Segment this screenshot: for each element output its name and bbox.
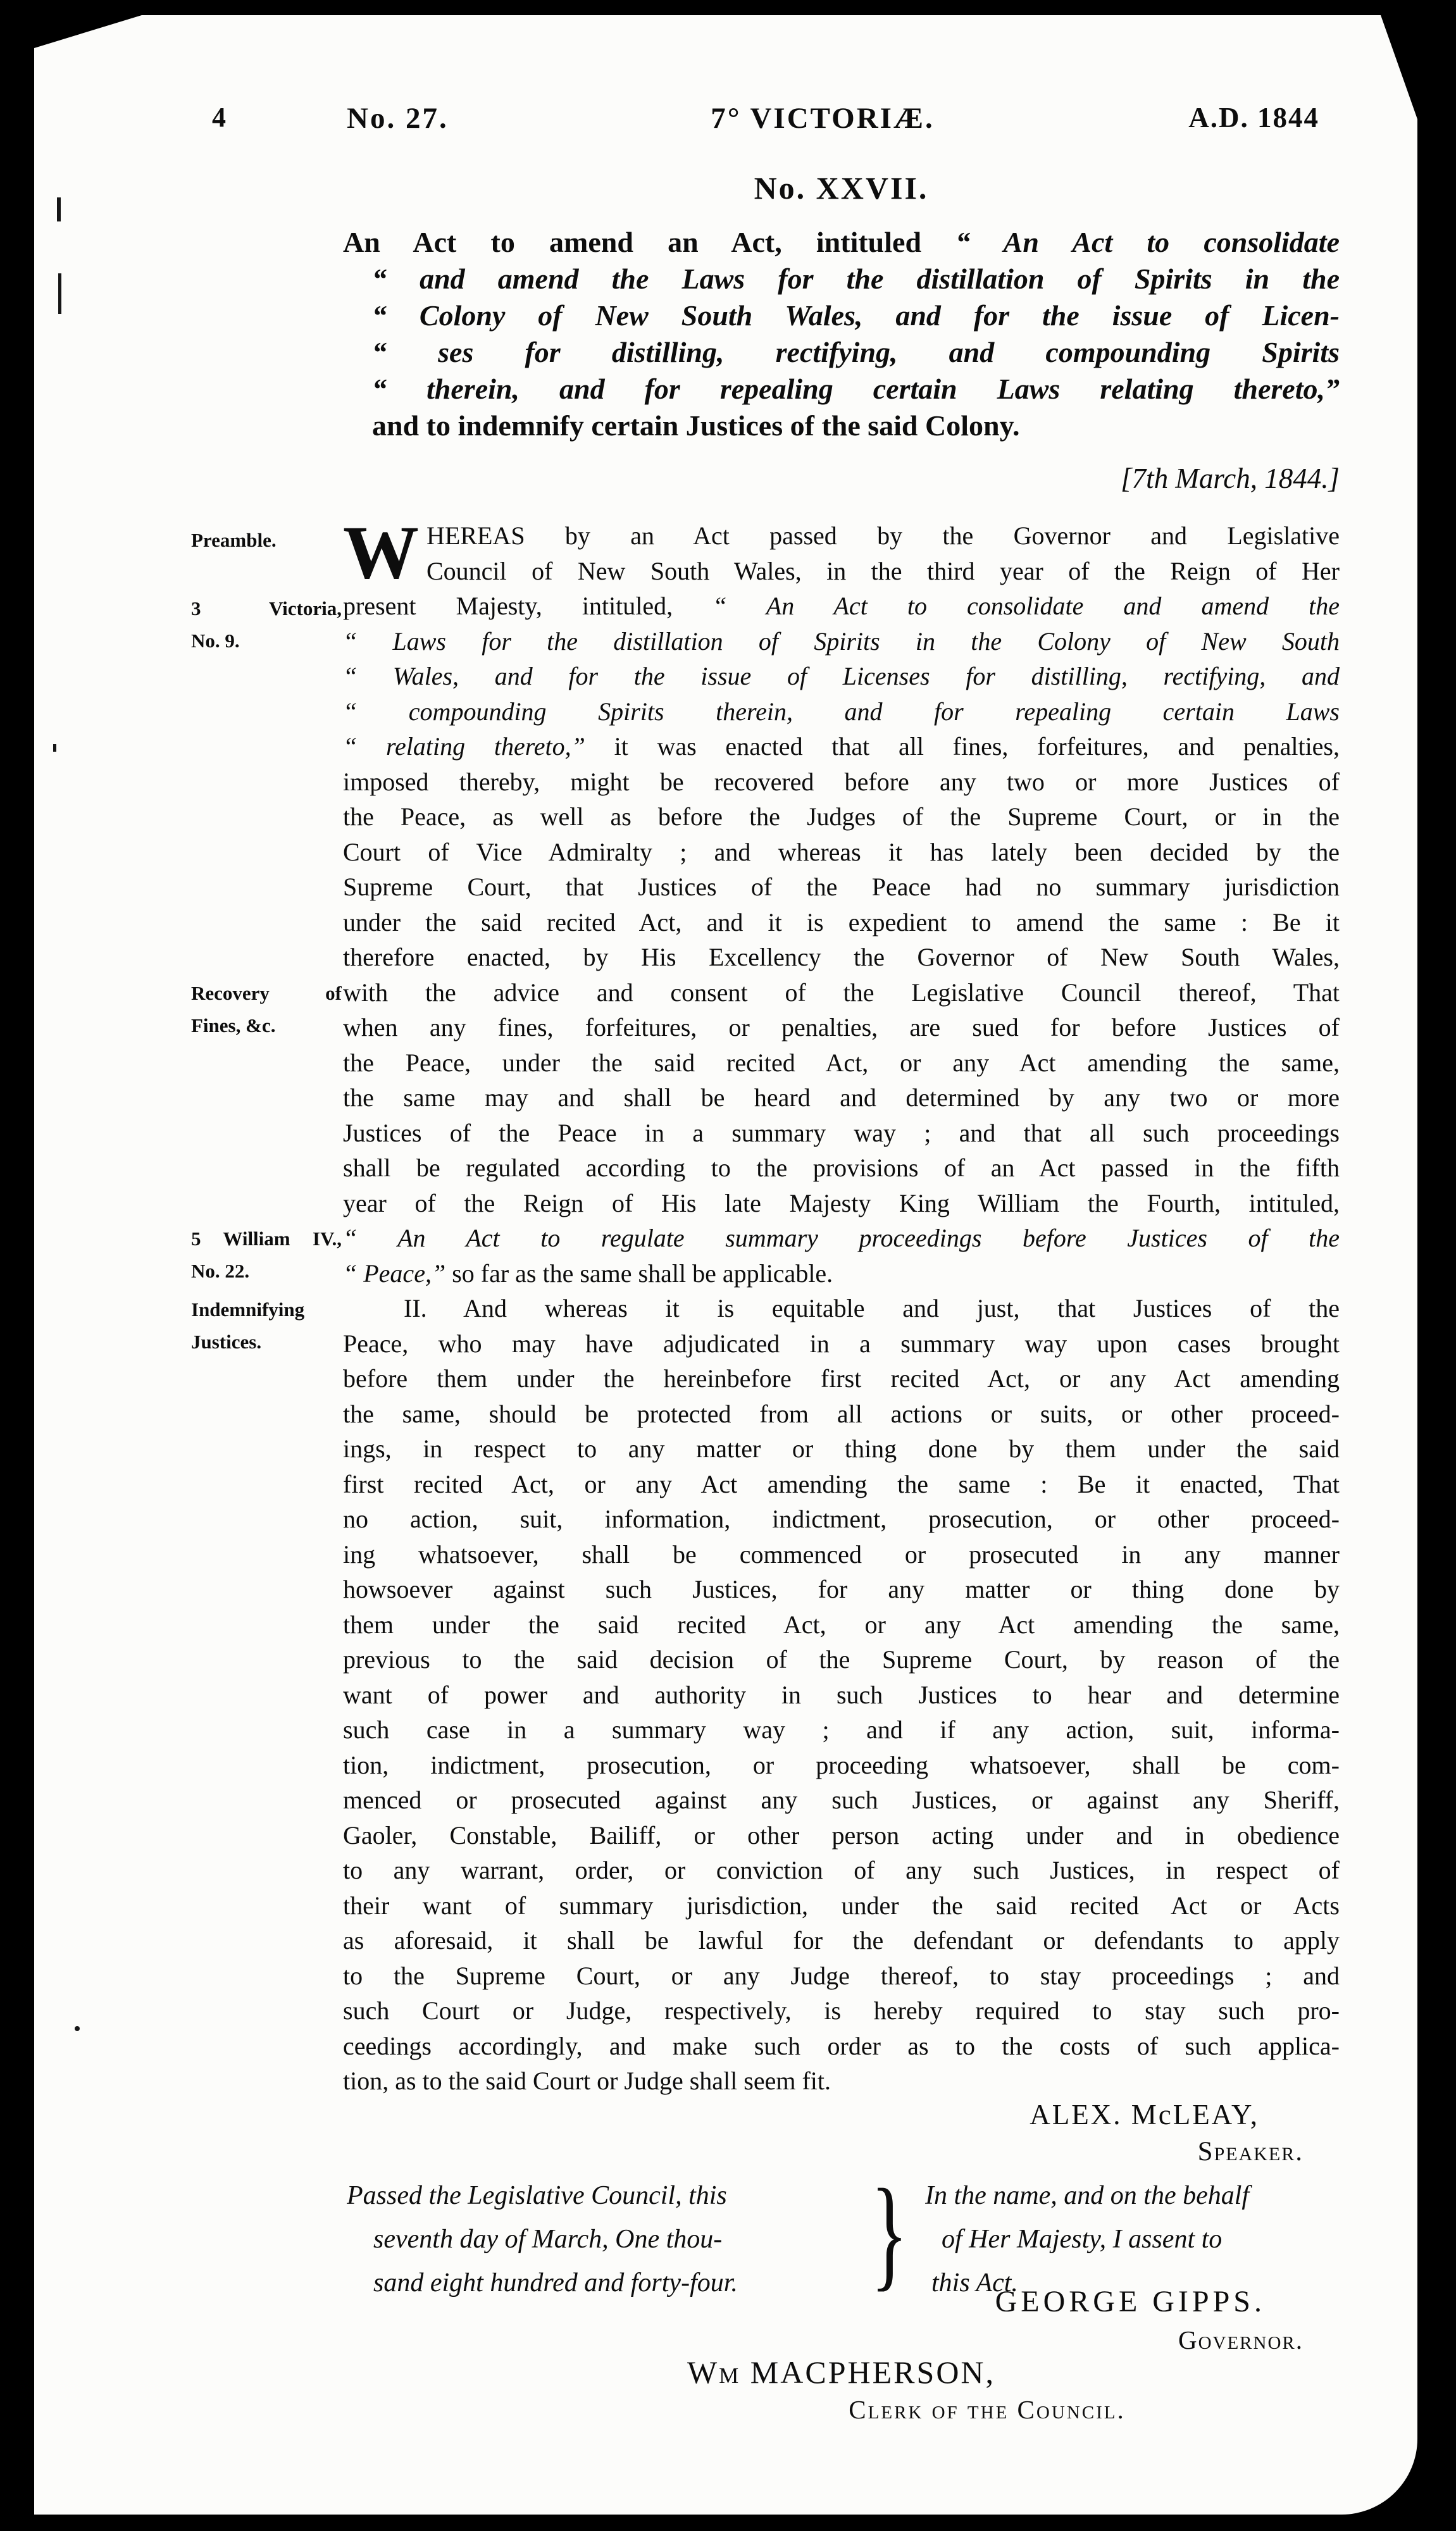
text-line: their want of summary jurisdiction, under the said recited Act or Acts	[343, 1891, 1340, 1920]
scan-artifact	[53, 744, 56, 752]
act-body	[343, 510, 1340, 2099]
text-line: Fines, &c.	[191, 1014, 276, 1036]
text-line: this Act.	[931, 2268, 1018, 2298]
margin-note-3-victoria	[191, 592, 342, 657]
clerk-title: Clerk of the Council.	[849, 2395, 1126, 2424]
page-number: 4	[212, 102, 226, 133]
text-line: Recovery of	[191, 982, 342, 1004]
text-line: tion, as to the said Court or Judge shall seem fit.	[343, 2067, 831, 2095]
text-line: sand eight hundred and forty-four.	[373, 2268, 738, 2298]
text-line: Council of New South Wales, in the third year of the Reign of Her	[426, 556, 1340, 585]
speaker-signature: ALEX. McLEAY,	[1030, 2099, 1259, 2130]
margin-note-preamble	[191, 524, 342, 556]
margin-note-recovery-of-fines	[191, 977, 342, 1042]
text-line: “ therein, and for repealing certain Laws relating thereto,”	[372, 373, 1340, 405]
text-line: howsoever against such Justices, for any matter or thing done by	[343, 1575, 1340, 1603]
text-line: the same may and shall be heard and determined by any two or more	[343, 1083, 1340, 1112]
text-line: to any warrant, order, or conviction of any such Justices, in respect of	[343, 1856, 1340, 1884]
text-line: ings, in respect to any matter or thing done by them under the said	[343, 1434, 1340, 1463]
text-line: tion, indictment, prosecution, or proceeding whatsoever, shall be com-	[343, 1750, 1340, 1779]
text-line: “ compounding Spirits therein, and for repealing certain Laws	[343, 697, 1340, 726]
text-line: with the advice and consent of the Legislative Council thereof, That	[343, 978, 1340, 1007]
text-line: “ Colony of New South Wales, and for the issue of Licen-	[372, 299, 1340, 332]
scan-artifact	[57, 197, 61, 221]
act-number: No. 27.	[347, 102, 449, 135]
calendar-year: A.D. 1844	[1188, 102, 1319, 134]
speaker-title: Speaker.	[1197, 2137, 1304, 2167]
scan-corner-artifact	[1381, 15, 1419, 123]
text-line: “ An Act to regulate summary proceedings before Justices of the	[343, 1224, 1340, 1252]
text-line: “ relating thereto,” it was enacted that all fines, forfeitures, and penalties,	[343, 732, 1340, 761]
text-line: In the name, and on the behalf	[925, 2181, 1250, 2210]
text-line: “ and amend the Laws for the distillation of Spirits in the	[372, 263, 1340, 295]
text-line: Passed the Legislative Council, this	[347, 2181, 727, 2210]
text-line: of Her Majesty, I assent to	[942, 2225, 1223, 2254]
text-line: shall be regulated according to the provisions of an Act passed in the fifth	[343, 1154, 1340, 1182]
text-line: under the said recited Act, and it is expedient to amend the same : Be it	[343, 907, 1340, 936]
text-line: Justices.	[191, 1331, 262, 1353]
text-line: first recited Act, or any Act amending the same : Be it enacted, That	[343, 1469, 1340, 1498]
text-line: An Act to amend an Act, intituled “ An Act to consolidate	[343, 226, 1340, 258]
text-line: when any fines, forfeitures, or penalties, are sued for before Justices of	[343, 1013, 1340, 1042]
text-line: seventh day of March, One thou-	[373, 2225, 723, 2254]
text-line: the Peace, under the said recited Act, or any Act amending the same,	[343, 1048, 1340, 1077]
text-line: the same, should be protected from all actions or suits, or other proceed-	[343, 1399, 1340, 1428]
text-line: Wm MACPHERSON,	[687, 2354, 996, 2390]
act-long-title	[343, 224, 1340, 444]
text-line: 5 William IV.,	[191, 1228, 342, 1250]
text-line: as aforesaid, it shall be lawful for the defendant or defendants to apply	[343, 1926, 1340, 1955]
text-line: “ Wales, and for the issue of Licenses for distilling, rectifying, and	[343, 662, 1340, 690]
text-line: no action, suit, information, indictment, prosecution, or other proceed-	[343, 1505, 1340, 1533]
regnal-year-title: 7° VICTORIÆ.	[711, 102, 935, 135]
text-line: to the Supreme Court, or any Judge thereof, to stay proceedings ; and	[343, 1961, 1340, 1990]
preamble-paragraph	[343, 510, 1340, 1291]
text-line: Gaoler, Constable, Bailiff, or other person acting under and in obedience	[343, 1820, 1340, 1850]
text-line: No. 22.	[191, 1260, 250, 1282]
text-line: II. And whereas it is equitable and just, that Justices of the	[404, 1294, 1340, 1322]
text-line: present Majesty, intituled, “ An Act to consolidate and amend the	[343, 592, 1340, 620]
text-line: ceedings accordingly, and make such order as to the costs of such applica-	[343, 2031, 1340, 2060]
preamble-lines	[343, 510, 1340, 1291]
text-line: menced or prosecuted against any such Justices, or against any Sheriff,	[343, 1786, 1340, 1814]
document-page	[34, 15, 1417, 2515]
text-line: ing whatsoever, shall be commenced or prosecuted in any manner	[343, 1539, 1340, 1569]
margin-note-5-william-iv	[191, 1222, 342, 1287]
text-line: HEREAS by an Act passed by the Governor and Legislative	[426, 521, 1340, 550]
assent-date: [7th March, 1844.]	[1121, 463, 1340, 494]
text-line: Indemnifying	[191, 1298, 305, 1321]
text-line: No. 9.	[191, 630, 240, 652]
text-line: the Peace, as well as before the Judges of the Supreme Court, or in the	[343, 802, 1340, 831]
text-line: before them under the hereinbefore first recited Act, or any Act amending	[343, 1364, 1340, 1393]
section-ii-paragraph	[343, 1291, 1340, 2099]
text-line: Peace, who may have adjudicated in a summary way upon cases brought	[343, 1329, 1340, 1358]
text-line: and to indemnify certain Justices of the said Colony.	[372, 409, 1020, 442]
text-line: therefore enacted, by His Excellency the Governor of New South Wales,	[343, 943, 1340, 971]
act-heading: No. XXVII.	[754, 170, 929, 206]
text-line: “ Laws for the distillation of Spirits in the Colony of New South	[343, 626, 1340, 656]
scan-artifact	[75, 2026, 80, 2031]
brace-glyph: }	[871, 2163, 908, 2302]
governor-signature: GEORGE GIPPS.	[995, 2285, 1266, 2318]
governor-title: Governor.	[1178, 2325, 1304, 2354]
text-line: year of the Reign of His late Majesty King William the Fourth, intituled,	[343, 1188, 1340, 1217]
text-line: Supreme Court, that Justices of the Peace had no summary jurisdiction	[343, 873, 1340, 901]
passed-clause	[347, 2174, 891, 2305]
margin-note-indemnifying-justices	[191, 1293, 342, 1358]
text-line: such case in a summary way ; and if any action, suit, informa-	[343, 1715, 1340, 1744]
text-line: “ ses for distilling, rectifying, and compounding Spirits	[372, 336, 1340, 368]
text-line: them under the said recited Act, or any Act amending the same,	[343, 1610, 1340, 1639]
text-line: such Court or Judge, respectively, is hereby required to stay such pro-	[343, 1996, 1340, 2025]
drop-cap: W	[343, 510, 419, 594]
text-line: imposed thereby, might be recovered before any two or more Justices of	[343, 767, 1340, 796]
text-line: previous to the said decision of the Supreme Court, by reason of the	[343, 1645, 1340, 1674]
text-line: “ Peace,” so far as the same shall be applicable.	[343, 1259, 833, 1288]
scan-artifact	[58, 273, 61, 314]
text-line: 3 Victoria,	[191, 597, 342, 619]
clerk-signature	[343, 2353, 1340, 2392]
text-line: Justices of the Peace in a summary way ; and that all such proceedings	[343, 1118, 1340, 1147]
text-line: Court of Vice Admiralty ; and whereas it has lately been decided by the	[343, 837, 1340, 866]
scan-corner-artifact	[34, 15, 142, 48]
text-line: Preamble.	[191, 529, 277, 551]
text-line: want of power and authority in such Justices to hear and determine	[343, 1680, 1340, 1709]
